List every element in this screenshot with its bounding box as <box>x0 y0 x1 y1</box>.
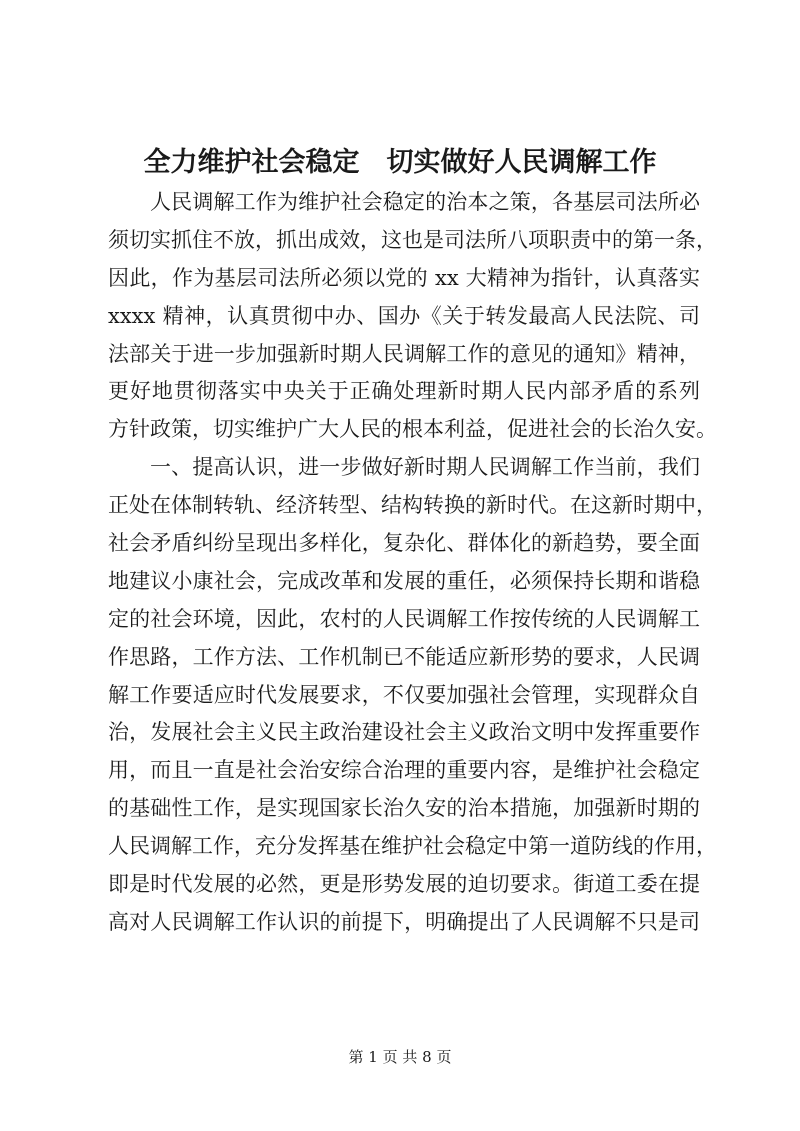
body-line: 人民调解工作为维护社会稳定的治本之策，各基层司法所必 <box>150 190 700 214</box>
body-line: 解工作要适应时代发展要求，不仅要加强社会管理，实现群众自 <box>108 682 700 707</box>
document-title: 全力维护社会稳定 切实做好人民调解工作 <box>143 147 657 178</box>
body-line: 地建议小康社会，完成改革和发展的重任，必须保持长期和谐稳 <box>108 568 700 593</box>
document-body <box>108 184 717 942</box>
body-line: 须切实抓住不放，抓出成效，这也是司法所八项职责中的第一条， <box>108 227 717 252</box>
body-line: 更好地贯彻落实中央关于正确处理新时期人民内部矛盾的系列 <box>108 379 700 404</box>
body-line: 用，而且一直是社会治安综合治理的重要内容，是维护社会稳定 <box>108 758 700 783</box>
body-line: 社会矛盾纠纷呈现出多样化，复杂化、群体化的新趋势，要全面 <box>108 531 700 556</box>
body-line: 一、提高认识，进一步做好新时期人民调解工作当前，我们 <box>150 455 700 480</box>
body-line: 的基础性工作，是实现国家长治久安的治本措施，加强新时期的 <box>108 796 700 821</box>
body-line: 法部关于进一步加强新时期人民调解工作的意见的通知》精神， <box>108 341 700 366</box>
body-line: 人民调解工作，充分发挥基在维护社会稳定中第一道防线的作用， <box>108 834 717 859</box>
body-line: xxxx 精神，认真贯彻中办、国办《关于转发最高人民法院、司 <box>108 303 700 328</box>
body-line: 因此，作为基层司法所必须以党的 xx 大精神为指针，认真落实 <box>108 265 700 290</box>
body-line: 正处在体制转轨、经济转型、结构转换的新时代。在这新时期中， <box>108 493 717 518</box>
body-line: 定的社会环境，因此，农村的人民调解工作按传统的人民调解工 <box>108 606 700 631</box>
page-number-footer: 第 1 页 共 8 页 <box>348 1048 452 1066</box>
body-line: 作思路，工作方法、工作机制已不能适应新形势的要求，人民调 <box>108 644 700 669</box>
body-line: 即是时代发展的必然，更是形势发展的迫切要求。街道工委在提 <box>108 872 700 897</box>
body-line: 治，发展社会主义民主政治建设社会主义政治文明中发挥重要作 <box>108 720 700 745</box>
body-line: 方针政策，切实维护广大人民的根本利益，促进社会的长治久安。 <box>108 417 717 442</box>
body-line: 高对人民调解工作认识的前提下，明确提出了人民调解不只是司 <box>108 909 700 934</box>
